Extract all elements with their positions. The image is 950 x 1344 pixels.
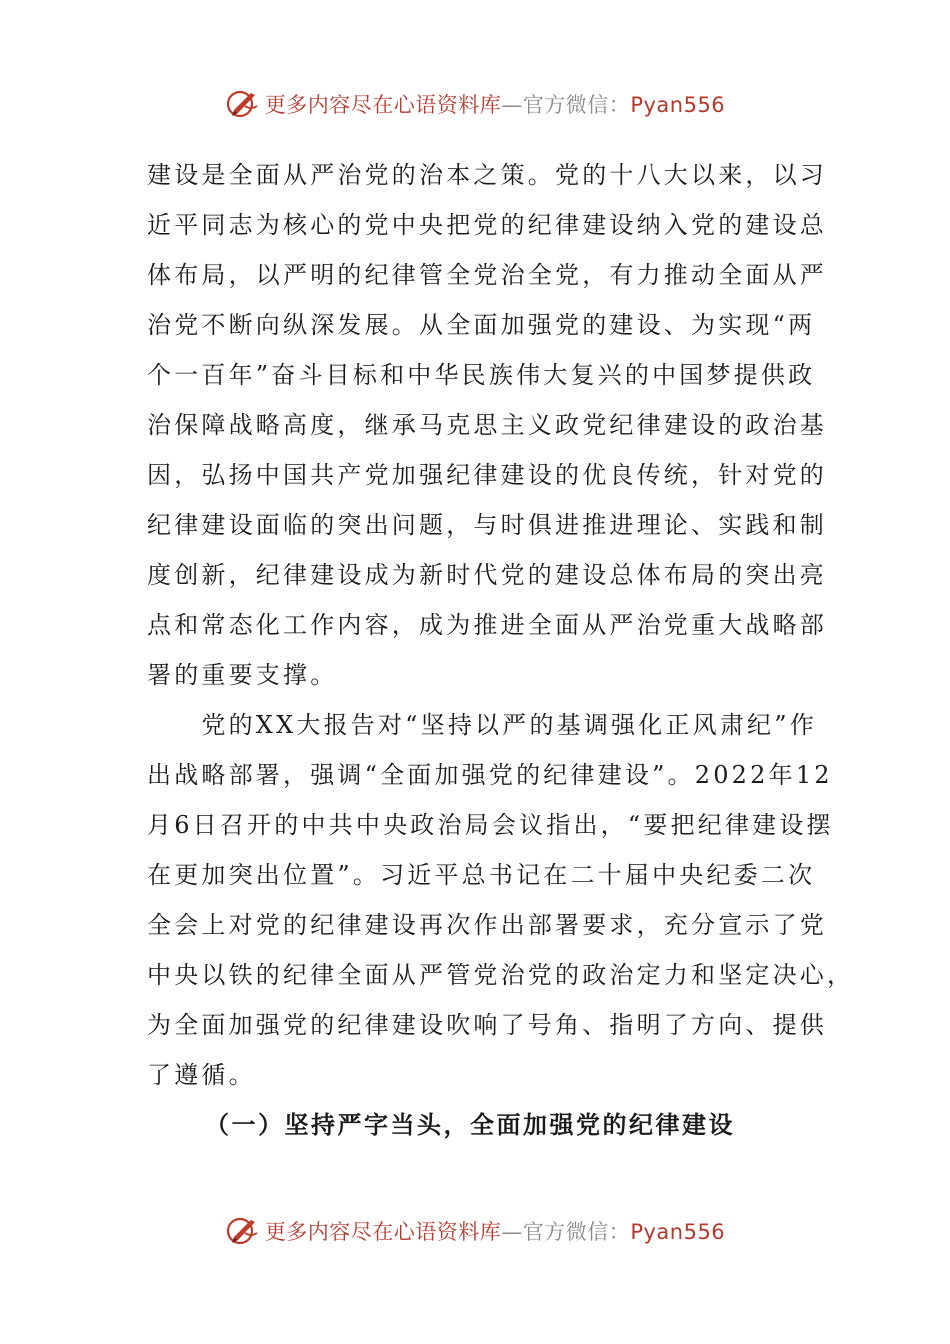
paragraph-2-line: 全会上对党的纪律建设再次作出部署要求，充分宣示了党 — [147, 911, 827, 939]
banner-wechat-id: Pyan556 — [630, 1220, 726, 1244]
banner-wechat-id: Pyan556 — [630, 93, 726, 117]
paragraph-1-line: 治保障战略高度，继承马克思主义政党纪律建设的政治基 — [147, 411, 827, 439]
document-body — [147, 150, 855, 1150]
paragraph-1-line: 近平同志为核心的党中央把党的纪律建设纳入党的建设总 — [147, 211, 827, 239]
banner-site-name: 更多内容尽在心语资料库 — [264, 1220, 502, 1244]
paragraph-2-line: 了遵循。 — [147, 1061, 256, 1089]
paragraph-2-line: 为全面加强党的纪律建设吹响了号角、指明了方向、提供 — [147, 1011, 827, 1039]
banner-wechat-label: —官方微信： — [501, 1220, 631, 1244]
banner-wechat-label: —官方微信： — [501, 93, 631, 117]
paragraph-2-line: 出战略部署，强调“全面加强党的纪律建设”。2022年12 — [147, 761, 833, 789]
paragraph-1-line: 度创新，纪律建设成为新时代党的建设总体布局的突出亮 — [147, 561, 827, 589]
paragraph-2-line: 月6日召开的中共中央政治局会议指出，“要把纪律建设摆 — [147, 811, 834, 839]
paragraph-1-line: 体布局，以严明的纪律管全党治全党，有力推动全面从严 — [147, 261, 827, 289]
section-heading: （一）坚持严字当头，全面加强党的纪律建设 — [205, 1110, 735, 1139]
paragraph-2-line: 中央以铁的纪律全面从严管党治党的政治定力和坚定决心， — [147, 961, 855, 989]
paragraph-1-line: 个一百年”奋斗目标和中华民族伟大复兴的中国梦提供政 — [147, 361, 816, 389]
paragraph-2-line: 党的XX大报告对“坚持以严的基调强化正风肃纪”作 — [147, 711, 817, 739]
banner-site-name: 更多内容尽在心语资料库 — [264, 93, 502, 117]
pen-logo-icon — [225, 1213, 261, 1249]
paragraph-1-line: 治党不断向纵深发展。从全面加强党的建设、为实现“两 — [147, 311, 816, 339]
footer-banner — [0, 1211, 950, 1251]
paragraph-1-line: 建设是全面从严治党的治本之策。党的十八大以来，以习 — [147, 161, 827, 189]
banner-text — [265, 89, 725, 119]
paragraph-2-line: 在更加突出位置”。习近平总书记在二十届中央纪委二次 — [147, 861, 816, 889]
banner-text — [265, 1216, 725, 1246]
paragraph-1-line: 因，弘扬中国共产党加强纪律建设的优良传统，针对党的 — [147, 461, 827, 489]
pen-logo-icon — [225, 86, 261, 122]
paragraph-1-line: 纪律建设面临的突出问题，与时俱进推进理论、实践和制 — [147, 511, 827, 539]
paragraph-1-line: 署的重要支撑。 — [147, 661, 338, 689]
header-banner — [0, 84, 950, 124]
paragraph-1-line: 点和常态化工作内容，成为推进全面从严治党重大战略部 — [147, 611, 827, 639]
